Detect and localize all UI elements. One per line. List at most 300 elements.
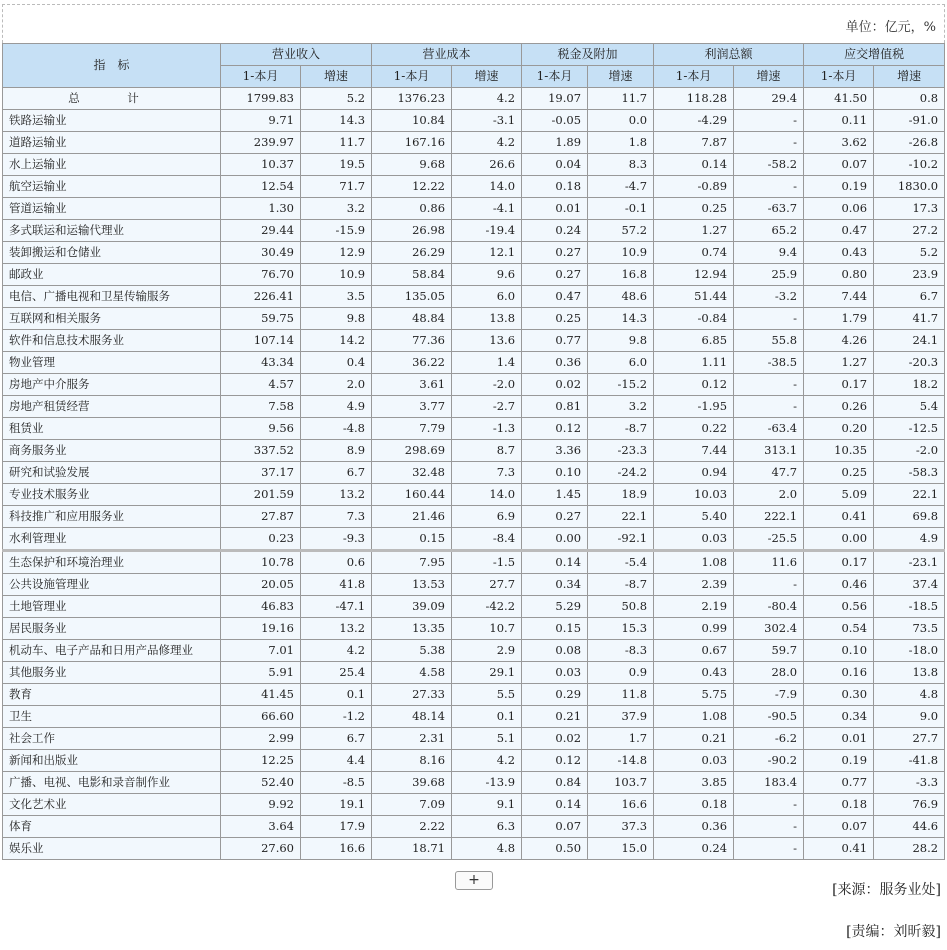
cell-period-value: 0.99 (654, 618, 734, 640)
cell-period-value: 3.77 (372, 396, 452, 418)
cell-period-value: 0.12 (522, 750, 588, 772)
cell-growth-rate: 4.2 (452, 88, 522, 110)
cell-period-value: 0.15 (522, 618, 588, 640)
cell-growth-rate: 1.8 (588, 132, 654, 154)
cell-period-value: 135.05 (372, 286, 452, 308)
cell-period-value: 0.25 (804, 462, 874, 484)
cell-period-value: 29.44 (221, 220, 301, 242)
cell-growth-rate: -4.8 (301, 418, 372, 440)
row-indicator-name: 公共设施管理业 (3, 574, 221, 596)
cell-growth-rate: -1.3 (452, 418, 522, 440)
cell-period-value: 0.27 (522, 242, 588, 264)
expand-button[interactable]: + (455, 871, 493, 890)
cell-growth-rate: 14.0 (452, 484, 522, 506)
table-row (3, 264, 945, 286)
row-indicator-name: 互联网和相关服务 (3, 308, 221, 330)
cell-growth-rate: 6.7 (301, 728, 372, 750)
cell-period-value: 51.44 (654, 286, 734, 308)
cell-period-value: 0.67 (654, 640, 734, 662)
cell-period-value: 0.30 (804, 684, 874, 706)
cell-growth-rate: -23.3 (588, 440, 654, 462)
cell-growth-rate: 17.3 (874, 198, 945, 220)
cell-growth-rate: 37.3 (588, 816, 654, 838)
cell-growth-rate: 15.3 (588, 618, 654, 640)
cell-period-value: 1.89 (522, 132, 588, 154)
cell-period-value: 1376.23 (372, 88, 452, 110)
cell-period-value: 7.95 (372, 551, 452, 574)
cell-period-value: 18.71 (372, 838, 452, 860)
cell-period-value: 32.48 (372, 462, 452, 484)
row-indicator-name: 文化艺术业 (3, 794, 221, 816)
cell-growth-rate: 9.0 (874, 706, 945, 728)
cell-growth-rate: 8.9 (301, 440, 372, 462)
cell-growth-rate: -2.0 (452, 374, 522, 396)
header-period: 1-本月 (221, 66, 301, 88)
row-indicator-name: 教育 (3, 684, 221, 706)
cell-growth-rate: -19.4 (452, 220, 522, 242)
cell-period-value: 1.27 (654, 220, 734, 242)
cell-growth-rate: 9.8 (301, 308, 372, 330)
cell-period-value: 0.16 (804, 662, 874, 684)
cell-growth-rate: 24.1 (874, 330, 945, 352)
table-row (3, 352, 945, 374)
cell-growth-rate: 15.0 (588, 838, 654, 860)
cell-period-value: 0.36 (522, 352, 588, 374)
cell-period-value: 0.84 (522, 772, 588, 794)
cell-period-value: 0.34 (804, 706, 874, 728)
cell-growth-rate: 1.4 (452, 352, 522, 374)
row-indicator-name: 电信、广播电视和卫星传输服务 (3, 286, 221, 308)
cell-period-value: 0.47 (804, 220, 874, 242)
cell-growth-rate: 10.9 (301, 264, 372, 286)
header-period: 1-本月 (654, 66, 734, 88)
cell-period-value: 0.77 (804, 772, 874, 794)
cell-growth-rate: -2.0 (874, 440, 945, 462)
cell-period-value: 27.60 (221, 838, 301, 860)
cell-growth-rate: 14.3 (301, 110, 372, 132)
cell-growth-rate: - (734, 176, 804, 198)
cell-period-value: 0.29 (522, 684, 588, 706)
cell-period-value: 337.52 (221, 440, 301, 462)
table-row (3, 684, 945, 706)
cell-period-value: 8.16 (372, 750, 452, 772)
cell-period-value: -0.89 (654, 176, 734, 198)
cell-growth-rate: 4.8 (452, 838, 522, 860)
cell-growth-rate: -7.9 (734, 684, 804, 706)
cell-period-value: 0.00 (804, 528, 874, 551)
cell-period-value: 36.22 (372, 352, 452, 374)
table-row (3, 198, 945, 220)
cell-growth-rate: 2.9 (452, 640, 522, 662)
cell-period-value: 0.24 (654, 838, 734, 860)
cell-period-value: 1.27 (804, 352, 874, 374)
header-period: 1-本月 (522, 66, 588, 88)
cell-period-value: 5.75 (654, 684, 734, 706)
row-indicator-name: 卫生 (3, 706, 221, 728)
cell-growth-rate: -47.1 (301, 596, 372, 618)
row-indicator-name: 新闻和出版业 (3, 750, 221, 772)
cell-growth-rate: -90.2 (734, 750, 804, 772)
row-indicator-name: 生态保护和环境治理业 (3, 551, 221, 574)
cell-period-value: 0.19 (804, 176, 874, 198)
cell-period-value: 0.43 (654, 662, 734, 684)
statistics-table (2, 43, 945, 860)
cell-growth-rate: -1.5 (452, 551, 522, 574)
cell-period-value: 66.60 (221, 706, 301, 728)
cell-period-value: 20.05 (221, 574, 301, 596)
cell-growth-rate: 6.3 (452, 816, 522, 838)
cell-growth-rate: 14.3 (588, 308, 654, 330)
cell-period-value: 2.31 (372, 728, 452, 750)
row-indicator-name: 广播、电视、电影和录音制作业 (3, 772, 221, 794)
cell-growth-rate: -42.2 (452, 596, 522, 618)
cell-growth-rate: -63.4 (734, 418, 804, 440)
cell-growth-rate: -12.5 (874, 418, 945, 440)
row-indicator-name: 土地管理业 (3, 596, 221, 618)
cell-period-value: 0.04 (522, 154, 588, 176)
cell-growth-rate: 222.1 (734, 506, 804, 528)
cell-growth-rate: -80.4 (734, 596, 804, 618)
cell-growth-rate: 18.2 (874, 374, 945, 396)
cell-period-value: 12.94 (654, 264, 734, 286)
cell-period-value: 2.39 (654, 574, 734, 596)
cell-period-value: 0.08 (522, 640, 588, 662)
cell-growth-rate: -92.1 (588, 528, 654, 551)
cell-growth-rate: 18.9 (588, 484, 654, 506)
row-indicator-name: 总 计 (3, 88, 221, 110)
cell-growth-rate: 183.4 (734, 772, 804, 794)
cell-period-value: 39.68 (372, 772, 452, 794)
cell-growth-rate: -15.9 (301, 220, 372, 242)
header-vat: 应交增值税 (804, 44, 945, 66)
cell-growth-rate: - (734, 132, 804, 154)
cell-growth-rate: 13.6 (452, 330, 522, 352)
cell-growth-rate: 6.7 (874, 286, 945, 308)
cell-period-value: 41.50 (804, 88, 874, 110)
cell-period-value: 5.91 (221, 662, 301, 684)
cell-growth-rate: 16.6 (301, 838, 372, 860)
header-tax: 税金及附加 (522, 44, 654, 66)
cell-growth-rate: 25.4 (301, 662, 372, 684)
cell-growth-rate: 73.5 (874, 618, 945, 640)
cell-period-value: -4.29 (654, 110, 734, 132)
table-body (3, 88, 945, 860)
cell-growth-rate: 4.9 (301, 396, 372, 418)
cell-growth-rate: 0.9 (588, 662, 654, 684)
cell-growth-rate: -58.3 (874, 462, 945, 484)
table-row (3, 462, 945, 484)
cell-period-value: 0.41 (804, 506, 874, 528)
cell-growth-rate: 0.8 (874, 88, 945, 110)
cell-growth-rate: 302.4 (734, 618, 804, 640)
cell-period-value: 7.79 (372, 418, 452, 440)
cell-period-value: 0.54 (804, 618, 874, 640)
cell-growth-rate: -3.1 (452, 110, 522, 132)
cell-growth-rate: - (734, 794, 804, 816)
table-header (3, 44, 945, 88)
cell-growth-rate: 0.1 (301, 684, 372, 706)
cell-growth-rate: 27.7 (452, 574, 522, 596)
table-row (3, 772, 945, 794)
cell-growth-rate: 2.0 (734, 484, 804, 506)
cell-growth-rate: 10.9 (588, 242, 654, 264)
cell-period-value: 58.84 (372, 264, 452, 286)
cell-period-value: 3.36 (522, 440, 588, 462)
cell-period-value: 39.09 (372, 596, 452, 618)
cell-period-value: 2.22 (372, 816, 452, 838)
cell-growth-rate: 9.4 (734, 242, 804, 264)
cell-period-value: 3.64 (221, 816, 301, 838)
cell-period-value: 4.58 (372, 662, 452, 684)
table-row (3, 596, 945, 618)
cell-period-value: 0.36 (654, 816, 734, 838)
cell-period-value: 2.19 (654, 596, 734, 618)
cell-growth-rate: - (734, 816, 804, 838)
cell-period-value: 6.85 (654, 330, 734, 352)
cell-growth-rate: -9.3 (301, 528, 372, 551)
cell-growth-rate: 22.1 (874, 484, 945, 506)
cell-growth-rate: -13.9 (452, 772, 522, 794)
cell-period-value: 0.18 (522, 176, 588, 198)
cell-period-value: 13.35 (372, 618, 452, 640)
cell-period-value: 0.25 (654, 198, 734, 220)
table-row (3, 618, 945, 640)
cell-period-value: 0.27 (522, 264, 588, 286)
row-indicator-name: 租赁业 (3, 418, 221, 440)
row-indicator-name: 房地产租赁经营 (3, 396, 221, 418)
cell-period-value: 9.56 (221, 418, 301, 440)
cell-growth-rate: 9.6 (452, 264, 522, 286)
cell-growth-rate: 28.2 (874, 838, 945, 860)
table-row (3, 706, 945, 728)
cell-growth-rate: - (734, 374, 804, 396)
cell-period-value: 5.29 (522, 596, 588, 618)
row-indicator-name: 科技推广和应用服务业 (3, 506, 221, 528)
cell-period-value: 0.02 (522, 728, 588, 750)
cell-growth-rate: 10.7 (452, 618, 522, 640)
cell-growth-rate: 71.7 (301, 176, 372, 198)
cell-period-value: 0.02 (522, 374, 588, 396)
cell-period-value: 0.01 (804, 728, 874, 750)
cell-growth-rate: 5.5 (452, 684, 522, 706)
cell-period-value: 7.44 (804, 286, 874, 308)
cell-period-value: 9.92 (221, 794, 301, 816)
cell-period-value: 0.18 (804, 794, 874, 816)
cell-growth-rate: 313.1 (734, 440, 804, 462)
cell-growth-rate: 57.2 (588, 220, 654, 242)
table-row (3, 418, 945, 440)
row-indicator-name: 装卸搬运和仓储业 (3, 242, 221, 264)
cell-period-value: 0.07 (804, 816, 874, 838)
cell-period-value: 10.37 (221, 154, 301, 176)
cell-growth-rate: 6.7 (301, 462, 372, 484)
table-row (3, 816, 945, 838)
cell-growth-rate: -0.1 (588, 198, 654, 220)
table-row (3, 506, 945, 528)
cell-period-value: 48.14 (372, 706, 452, 728)
cell-period-value: 7.09 (372, 794, 452, 816)
cell-growth-rate: -6.2 (734, 728, 804, 750)
table-row (3, 728, 945, 750)
cell-growth-rate: 3.2 (588, 396, 654, 418)
cell-growth-rate: 22.1 (588, 506, 654, 528)
cell-growth-rate: 11.6 (734, 551, 804, 574)
cell-period-value: 239.97 (221, 132, 301, 154)
cell-period-value: 0.74 (654, 242, 734, 264)
table-row (3, 662, 945, 684)
cell-period-value: 4.57 (221, 374, 301, 396)
cell-growth-rate: 16.6 (588, 794, 654, 816)
cell-growth-rate: -38.5 (734, 352, 804, 374)
cell-period-value: 19.16 (221, 618, 301, 640)
cell-period-value: 41.45 (221, 684, 301, 706)
cell-growth-rate: 11.7 (301, 132, 372, 154)
cell-period-value: 52.40 (221, 772, 301, 794)
cell-growth-rate: 59.7 (734, 640, 804, 662)
unit-label: 单位：亿元，% (845, 20, 936, 35)
cell-period-value: 13.53 (372, 574, 452, 596)
cell-period-value: 1.08 (654, 706, 734, 728)
cell-period-value: 0.14 (654, 154, 734, 176)
cell-growth-rate: 44.6 (874, 816, 945, 838)
cell-period-value: 3.85 (654, 772, 734, 794)
editor-note: [责编：刘昕毅] (846, 924, 941, 940)
cell-growth-rate: 27.2 (874, 220, 945, 242)
cell-growth-rate: 37.9 (588, 706, 654, 728)
row-indicator-name: 道路运输业 (3, 132, 221, 154)
row-indicator-name: 其他服务业 (3, 662, 221, 684)
cell-growth-rate: 47.7 (734, 462, 804, 484)
row-indicator-name: 房地产中介服务 (3, 374, 221, 396)
cell-period-value: 1.45 (522, 484, 588, 506)
cell-growth-rate: 48.6 (588, 286, 654, 308)
cell-growth-rate: -18.5 (874, 596, 945, 618)
cell-period-value: 0.50 (522, 838, 588, 860)
cell-growth-rate: 6.0 (452, 286, 522, 308)
cell-period-value: 7.58 (221, 396, 301, 418)
cell-period-value: 1.11 (654, 352, 734, 374)
cell-period-value: 0.18 (654, 794, 734, 816)
cell-period-value: 0.19 (804, 750, 874, 772)
header-profit: 利润总额 (654, 44, 804, 66)
table-row (3, 308, 945, 330)
cell-period-value: 10.03 (654, 484, 734, 506)
cell-period-value: 0.81 (522, 396, 588, 418)
row-indicator-name: 社会工作 (3, 728, 221, 750)
cell-growth-rate: -10.2 (874, 154, 945, 176)
cell-period-value: 0.14 (522, 794, 588, 816)
cell-growth-rate: 13.2 (301, 618, 372, 640)
cell-growth-rate: - (734, 574, 804, 596)
cell-period-value: 0.06 (804, 198, 874, 220)
cell-period-value: 5.09 (804, 484, 874, 506)
cell-growth-rate: 29.4 (734, 88, 804, 110)
cell-period-value: 107.14 (221, 330, 301, 352)
cell-growth-rate: 14.2 (301, 330, 372, 352)
cell-growth-rate: -25.5 (734, 528, 804, 551)
cell-period-value: 0.17 (804, 374, 874, 396)
cell-period-value: 7.01 (221, 640, 301, 662)
table-row (3, 132, 945, 154)
cell-period-value: 26.29 (372, 242, 452, 264)
cell-period-value: -0.84 (654, 308, 734, 330)
cell-growth-rate: 4.8 (874, 684, 945, 706)
cell-growth-rate: 5.2 (301, 88, 372, 110)
table-row (3, 396, 945, 418)
cell-period-value: 0.17 (804, 551, 874, 574)
cell-growth-rate: -8.7 (588, 418, 654, 440)
table-row (3, 176, 945, 198)
cell-growth-rate: 9.8 (588, 330, 654, 352)
cell-period-value: 0.12 (654, 374, 734, 396)
cell-period-value: 0.26 (804, 396, 874, 418)
cell-growth-rate: -18.0 (874, 640, 945, 662)
cell-period-value: 0.07 (804, 154, 874, 176)
cell-growth-rate: 4.9 (874, 528, 945, 551)
cell-period-value: 0.43 (804, 242, 874, 264)
cell-growth-rate: 7.3 (301, 506, 372, 528)
cell-growth-rate: -15.2 (588, 374, 654, 396)
cell-period-value: 0.01 (522, 198, 588, 220)
cell-growth-rate: -4.7 (588, 176, 654, 198)
cell-period-value: 0.23 (221, 528, 301, 551)
cell-period-value: 4.26 (804, 330, 874, 352)
cell-period-value: 0.86 (372, 198, 452, 220)
row-indicator-name: 专业技术服务业 (3, 484, 221, 506)
cell-period-value: 3.62 (804, 132, 874, 154)
cell-period-value: 27.33 (372, 684, 452, 706)
header-growth: 增速 (588, 66, 654, 88)
row-indicator-name: 娱乐业 (3, 838, 221, 860)
header-indicator: 指 标 (3, 44, 221, 88)
cell-growth-rate: 23.9 (874, 264, 945, 286)
cell-growth-rate: 3.5 (301, 286, 372, 308)
cell-period-value: 167.16 (372, 132, 452, 154)
cell-growth-rate: 1.7 (588, 728, 654, 750)
cell-period-value: 0.94 (654, 462, 734, 484)
row-indicator-name: 多式联运和运输代理业 (3, 220, 221, 242)
row-indicator-name: 居民服务业 (3, 618, 221, 640)
cell-period-value: 27.87 (221, 506, 301, 528)
header-cost: 营业成本 (372, 44, 522, 66)
cell-growth-rate: 8.3 (588, 154, 654, 176)
row-indicator-name: 机动车、电子产品和日用产品修理业 (3, 640, 221, 662)
cell-period-value: 0.25 (522, 308, 588, 330)
cell-period-value: 10.35 (804, 440, 874, 462)
row-indicator-name: 水上运输业 (3, 154, 221, 176)
cell-period-value: 48.84 (372, 308, 452, 330)
cell-period-value: 1.79 (804, 308, 874, 330)
cell-growth-rate: -63.7 (734, 198, 804, 220)
cell-growth-rate: 50.8 (588, 596, 654, 618)
cell-period-value: 0.46 (804, 574, 874, 596)
cell-period-value: 0.12 (522, 418, 588, 440)
cell-period-value: 1.30 (221, 198, 301, 220)
cell-growth-rate: 17.9 (301, 816, 372, 838)
cell-period-value: 0.34 (522, 574, 588, 596)
cell-growth-rate: 7.3 (452, 462, 522, 484)
table-row (3, 551, 945, 574)
cell-growth-rate: -91.0 (874, 110, 945, 132)
cell-growth-rate: -23.1 (874, 551, 945, 574)
cell-growth-rate: -8.4 (452, 528, 522, 551)
row-indicator-name: 水利管理业 (3, 528, 221, 551)
cell-growth-rate: 29.1 (452, 662, 522, 684)
cell-growth-rate: -3.3 (874, 772, 945, 794)
cell-growth-rate: -8.3 (588, 640, 654, 662)
cell-period-value: 0.20 (804, 418, 874, 440)
cell-growth-rate: 19.5 (301, 154, 372, 176)
